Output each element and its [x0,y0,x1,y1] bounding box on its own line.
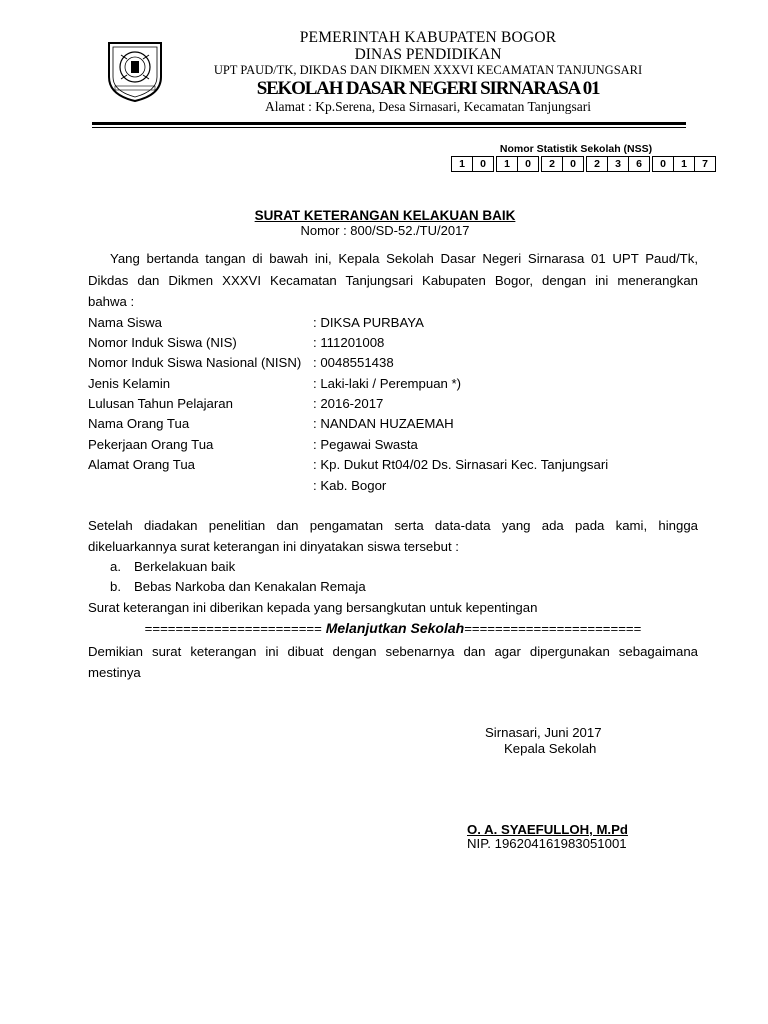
school-emblem-logo [101,37,169,105]
field-label-student-name: Nama Siswa [88,315,163,330]
field-label-parent-occupation: Pekerjaan Orang Tua [88,437,214,452]
continuation-purpose: Melanjutkan Sekolah [321,620,465,636]
field-value-gender: : Laki-laki / Perempuan *) [313,376,462,391]
nss-digit: 0 [473,156,494,172]
signature-nip: NIP. 196204161983051001 [467,836,627,851]
findings-line-1: Setelah diadakan penelitian dan pengamatan serta data-data yang ada pada kami, hingga [88,518,698,533]
intro-line-3: bahwa : [88,294,135,309]
document-title: SURAT KETERANGAN KELAKUAN BAIK [254,208,516,223]
field-value-parent-name: : NANDAN HUZAEMAH [313,416,454,431]
nss-digit: 2 [541,156,563,172]
list-item-drug-free: Bebas Narkoba dan Kenakalan Remaja [134,579,366,594]
list-item-marker: b. [110,579,121,594]
field-label-parent-address: Alamat Orang Tua [88,457,196,472]
letterhead-divider-thin [92,127,686,128]
nss-digit: 3 [608,156,629,172]
closing-line-2: mestinya [88,665,141,680]
letterhead-divider-thick [92,122,686,125]
nss-digit: 1 [452,156,473,172]
nss-digit: 7 [695,156,716,172]
letterhead-unit: UPT PAUD/TK, DIKDAS DAN DIKMEN XXXVI KECAMATAN TANJUNGSARI [213,63,643,77]
nss-digit-boxes [451,156,716,172]
continuation-right-rule: ======================= [464,621,642,636]
nss-digit: 6 [629,156,650,172]
signature-position: Kepala Sekolah [504,741,597,756]
field-label-graduation-year: Lulusan Tahun Pelajaran [88,396,233,411]
signature-name: O. A. SYAEFULLOH, M.Pd [467,822,628,837]
field-value-parent-address: : Kp. Dukut Rt04/02 Ds. Sirnasari Kec. Tanjungsari [313,457,609,472]
signature-place-date: Sirnasari, Juni 2017 [485,725,602,740]
field-value-nisn: : 0048551438 [313,355,394,370]
intro-line-2: Dikdas dan Dikmen XXXVI Kecamatan Tanjungsari Kabupaten Bogor, dengan ini menerangkan [88,273,698,288]
continuation-line [88,620,698,636]
letterhead-department: DINAS PENDIDIKAN [354,46,502,63]
nss-digit: 2 [586,156,608,172]
intro-line-1: Yang bertanda tangan di bawah ini, Kepala Sekolah Dasar Negeri Sirnarasa 01 UPT Paud/Tk, [110,251,698,266]
field-value-graduation-year: : 2016-2017 [313,396,384,411]
field-value-parent-address-line-2: : Kab. Bogor [313,478,387,493]
field-value-student-name: : DIKSA PURBAYA [313,315,424,330]
nss-digit: 0 [652,156,674,172]
field-label-gender: Jenis Kelamin [88,376,171,391]
list-item-good-behavior: Berkelakuan baik [134,559,236,574]
closing-line-1: Demikian surat keterangan ini dibuat dengan sebenarnya dan agar dipergunakan sebagaimana [88,644,698,659]
letterhead-government: PEMERINTAH KABUPATEN BOGOR [299,29,557,46]
letterhead-address: Alamat : Kp.Serena, Desa Sirnasari, Kecamatan Tanjungsari [264,99,592,114]
document-number: Nomor : 800/SD-52./TU/2017 [300,223,470,238]
field-label-parent-name: Nama Orang Tua [88,416,190,431]
field-label-nis: Nomor Induk Siswa (NIS) [88,335,237,350]
nss-digit: 1 [496,156,518,172]
list-item-marker: a. [110,559,121,574]
field-value-nis: : 111201008 [313,335,385,350]
nss-digit: 0 [563,156,584,172]
field-label-nisn: Nomor Induk Siswa Nasional (NISN) [88,355,302,370]
findings-line-2: dikeluarkannya surat keterangan ini dinyatakan siswa tersebut : [88,539,459,554]
field-value-parent-occupation: : Pegawai Swasta [313,437,418,452]
nss-digit: 1 [674,156,695,172]
continuation-left-rule: ======================= [144,621,322,636]
nss-label: Nomor Statistik Sekolah (NSS) [499,143,653,155]
purpose-line: Surat keterangan ini diberikan kepada yang bersangkutan untuk kepentingan [88,600,538,615]
letterhead-school-name: SEKOLAH DASAR NEGERI SIRNARASA 01 [256,78,600,99]
nss-digit: 0 [518,156,539,172]
